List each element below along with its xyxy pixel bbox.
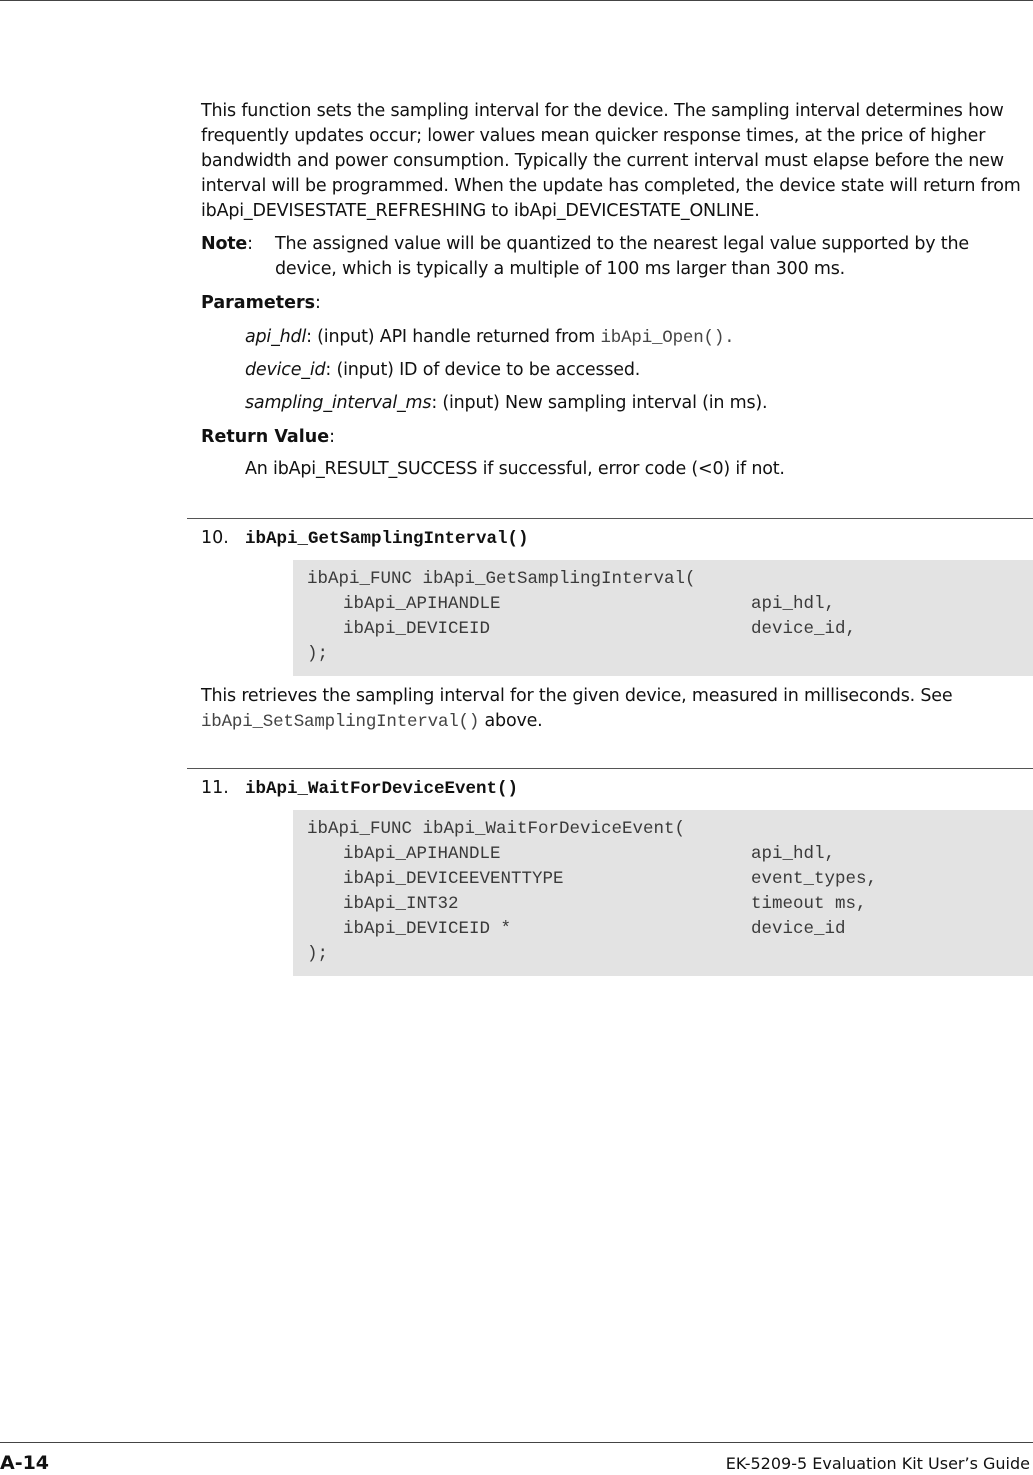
- code-footer: );: [307, 644, 329, 664]
- footer-rule: [0, 1442, 1033, 1443]
- note-text: The assigned value will be quantized to the nearest legal value supported by the device, which is typically a multiple of 100 ms larger than 300 ms.: [275, 234, 969, 279]
- code-arg: ibApi_INT32 timeout ms,: [343, 894, 867, 914]
- return-value-text: An ibApi_RESULT_SUCCESS if successful, error code (<0) if not.: [245, 459, 785, 479]
- param-name: device_id: [245, 360, 326, 380]
- param-name: api_hdl: [245, 327, 307, 347]
- param-name: sampling_interval_ms: [245, 393, 432, 413]
- top-rule: [0, 0, 1033, 1]
- code-arg: ibApi_DEVICEID device_id,: [343, 619, 857, 639]
- section-divider: [187, 518, 1033, 519]
- function-name: ibApi_GetSamplingInterval(): [245, 529, 529, 549]
- param-desc: : (input) API handle returned from: [306, 327, 601, 347]
- section-10-title: [201, 526, 529, 552]
- code-footer: );: [307, 944, 329, 964]
- code-arg: ibApi_APIHANDLE api_hdl,: [343, 844, 836, 864]
- function-name: ibApi_WaitForDeviceEvent(): [245, 779, 519, 799]
- code-header: ibApi_FUNC ibApi_GetSamplingInterval(: [307, 569, 696, 589]
- code-arg: ibApi_DEVICEEVENTTYPE event_types,: [343, 869, 878, 889]
- note-block: [201, 232, 1021, 282]
- code-block-get-sampling-interval: [293, 560, 1033, 676]
- section-10-description: This retrieves the sampling interval for the given device, measured in milliseconds. See ibApi_SetSamplingInterval() above.: [201, 686, 953, 732]
- code-arg: ibApi_DEVICEID * device_id: [343, 919, 846, 939]
- note-label: Note:: [201, 234, 253, 254]
- parameters-heading: Parameters:: [201, 293, 321, 313]
- param-code: ibApi_Open().: [600, 328, 735, 348]
- description-code: ibApi_SetSamplingInterval(): [201, 712, 480, 732]
- code-block-wait-for-device-event: [293, 810, 1033, 976]
- param-desc: : (input) New sampling interval (in ms).: [431, 393, 768, 413]
- param-desc: : (input) ID of device to be accessed.: [325, 360, 641, 380]
- section-divider: [187, 768, 1033, 769]
- section-number: 11.: [201, 778, 229, 798]
- return-value-heading: Return Value:: [201, 427, 335, 447]
- intro-paragraph: This function sets the sampling interval for the device. The sampling interval determines how frequently updates occur; lower values mean quicker response times, at the price of higher bandwidth and power consumption. Typically the current interval must elapse before the new interval will be programmed. When the update has completed, the device state will return from ibApi_DEVISESTATE_REFRESHING to ibApi_DEVICESTATE_ONLINE.: [201, 101, 1021, 221]
- code-arg: ibApi_APIHANDLE api_hdl,: [343, 594, 836, 614]
- section-11-title: [201, 776, 518, 802]
- param-sampling-interval: [245, 391, 767, 416]
- section-number: 10.: [201, 528, 229, 548]
- guide-title: EK-5209-5 Evaluation Kit User’s Guide: [725, 1454, 1030, 1473]
- code-header: ibApi_FUNC ibApi_WaitForDeviceEvent(: [307, 819, 686, 839]
- param-device-id: [245, 358, 640, 383]
- param-api-hdl: [245, 325, 734, 351]
- page-number: A-14: [0, 1452, 50, 1474]
